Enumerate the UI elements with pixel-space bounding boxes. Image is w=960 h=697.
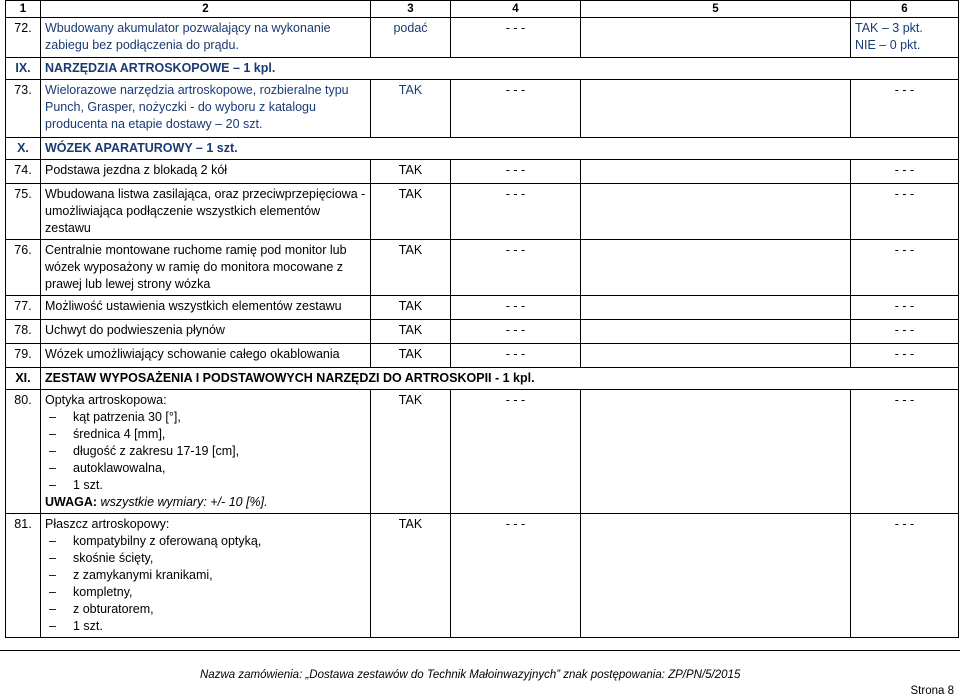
list-item: – 1 szt.: [49, 619, 103, 633]
row-description: Wbudowana listwa zasilająca, oraz przeciwprzepięciowa - umożliwiająca podłączenie wszystkich elementów zestawu: [41, 184, 371, 240]
row-scoring: [851, 18, 959, 58]
row-offered: [581, 184, 851, 240]
header-cell: 2: [41, 1, 371, 18]
table-row: [6, 514, 959, 638]
row-limit: - - -: [451, 184, 581, 240]
dash-marker: –: [49, 461, 56, 475]
list-item: – z zamykanymi kranikami,: [49, 568, 213, 582]
row-limit: - - -: [451, 80, 581, 138]
row-limit: - - -: [451, 296, 581, 320]
row-required: TAK: [371, 160, 451, 184]
row-number: 80.: [6, 390, 41, 514]
row-offered: [581, 80, 851, 138]
row-scoring: - - -: [851, 344, 959, 368]
list-item: – autoklawowalna,: [49, 461, 166, 475]
row-offered: [581, 390, 851, 514]
row-limit: - - -: [451, 514, 581, 638]
spec-list: [45, 533, 366, 635]
item-title: Płaszcz artroskopowy:: [45, 517, 170, 531]
section-row: [6, 58, 959, 80]
item-title: Optyka artroskopowa:: [45, 393, 167, 407]
table-row: [6, 184, 959, 240]
row-number: 77.: [6, 296, 41, 320]
table-row: [6, 344, 959, 368]
row-scoring: - - -: [851, 160, 959, 184]
list-item: – kąt patrzenia 30 [°],: [49, 410, 181, 424]
row-number: 76.: [6, 240, 41, 296]
row-description: Wbudowany akumulator pozwalający na wykonanie zabiegu bez podłączenia do prądu.: [41, 18, 371, 58]
dash-marker: –: [49, 585, 56, 599]
section-title: WÓZEK APARATUROWY – 1 szt.: [41, 138, 959, 160]
list-item: – średnica 4 [mm],: [49, 427, 166, 441]
row-offered: [581, 18, 851, 58]
section-title: ZESTAW WYPOSAŻENIA I PODSTAWOWYCH NARZĘDZI DO ARTROSKOPII - 1 kpl.: [41, 368, 959, 390]
row-limit: - - -: [451, 240, 581, 296]
row-number: 72.: [6, 18, 41, 58]
header-cell: 6: [851, 1, 959, 18]
note: [45, 494, 366, 511]
row-offered: [581, 320, 851, 344]
row-offered: [581, 240, 851, 296]
table-row: [6, 320, 959, 344]
row-limit: - - -: [451, 18, 581, 58]
row-offered: [581, 344, 851, 368]
row-offered: [581, 296, 851, 320]
row-limit: - - -: [451, 390, 581, 514]
dash-marker: –: [49, 619, 56, 633]
row-required: TAK: [371, 390, 451, 514]
table-row: [6, 80, 959, 138]
dash-marker: –: [49, 551, 56, 565]
dash-marker: –: [49, 410, 56, 424]
table-row: [6, 390, 959, 514]
dash-marker: –: [49, 534, 56, 548]
list-item: – z obturatorem,: [49, 602, 154, 616]
row-scoring: - - -: [851, 390, 959, 514]
row-scoring: - - -: [851, 184, 959, 240]
row-required: TAK: [371, 320, 451, 344]
section-row: [6, 138, 959, 160]
order-name: Nazwa zamówienia: „Dostawa zestawów do Technik Małoinwazyjnych” znak postępowania: ZP/PN/5/2015: [200, 669, 741, 681]
row-description: [41, 514, 371, 638]
row-scoring: - - -: [851, 320, 959, 344]
row-description: Wózek umożliwiający schowanie całego okablowania: [41, 344, 371, 368]
page-number: Strona 8: [910, 685, 954, 697]
row-scoring: - - -: [851, 296, 959, 320]
page-footer: [0, 650, 960, 697]
note-text: wszystkie wymiary: +/- 10 [%].: [97, 495, 268, 509]
row-description: Podstawa jezdna z blokadą 2 kół: [41, 160, 371, 184]
row-limit: - - -: [451, 320, 581, 344]
row-number: 73.: [6, 80, 41, 138]
section-row: [6, 368, 959, 390]
row-number: 74.: [6, 160, 41, 184]
row-required: TAK: [371, 296, 451, 320]
row-required: TAK: [371, 514, 451, 638]
row-offered: [581, 160, 851, 184]
scoring-no: NIE – 0 pkt.: [855, 38, 921, 52]
row-required: TAK: [371, 344, 451, 368]
row-description: [41, 390, 371, 514]
row-scoring: - - -: [851, 240, 959, 296]
row-required: podać: [371, 18, 451, 58]
header-cell: 1: [6, 1, 41, 18]
row-number: 81.: [6, 514, 41, 638]
list-item: – kompatybilny z oferowaną optyką,: [49, 534, 262, 548]
table-row: [6, 18, 959, 58]
row-scoring: - - -: [851, 80, 959, 138]
dash-marker: –: [49, 602, 56, 616]
section-title: NARZĘDZIA ARTROSKOPOWE – 1 kpl.: [41, 58, 959, 80]
list-item: – skośnie ścięty,: [49, 551, 154, 565]
header-cell: 3: [371, 1, 451, 18]
row-description: Możliwość ustawienia wszystkich elementów zestawu: [41, 296, 371, 320]
row-limit: - - -: [451, 160, 581, 184]
specification-table: [5, 0, 958, 638]
dash-marker: –: [49, 427, 56, 441]
note-label: UWAGA:: [45, 495, 98, 509]
dash-marker: –: [49, 478, 56, 492]
table-row: [6, 240, 959, 296]
header-cell: 5: [581, 1, 851, 18]
row-number: 75.: [6, 184, 41, 240]
row-required: TAK: [371, 240, 451, 296]
list-item: – długość z zakresu 17-19 [cm],: [49, 444, 240, 458]
row-number: 78.: [6, 320, 41, 344]
section-number: IX.: [6, 58, 41, 80]
scoring-yes: TAK – 3 pkt.: [855, 21, 923, 35]
dash-marker: –: [49, 444, 56, 458]
table-header-row: [6, 1, 959, 18]
spec-list: [45, 409, 366, 494]
row-required: TAK: [371, 184, 451, 240]
header-cell: 4: [451, 1, 581, 18]
section-number: XI.: [6, 368, 41, 390]
row-description: Centralnie montowane ruchome ramię pod monitor lub wózek wyposażony w ramię do monitora mocowane z prawej lub lewej strony wózka: [41, 240, 371, 296]
table-row: [6, 296, 959, 320]
list-item: – kompletny,: [49, 585, 133, 599]
dash-marker: –: [49, 568, 56, 582]
row-description: Uchwyt do podwieszenia płynów: [41, 320, 371, 344]
row-offered: [581, 514, 851, 638]
row-description: Wielorazowe narzędzia artroskopowe, rozbieralne typu Punch, Grasper, nożyczki - do wyboru z katalogu producenta na etapie dostawy – 20 szt.: [41, 80, 371, 138]
row-required: TAK: [371, 80, 451, 138]
row-number: 79.: [6, 344, 41, 368]
section-number: X.: [6, 138, 41, 160]
row-limit: - - -: [451, 344, 581, 368]
list-item: – 1 szt.: [49, 478, 103, 492]
row-scoring: - - -: [851, 514, 959, 638]
table-row: [6, 160, 959, 184]
